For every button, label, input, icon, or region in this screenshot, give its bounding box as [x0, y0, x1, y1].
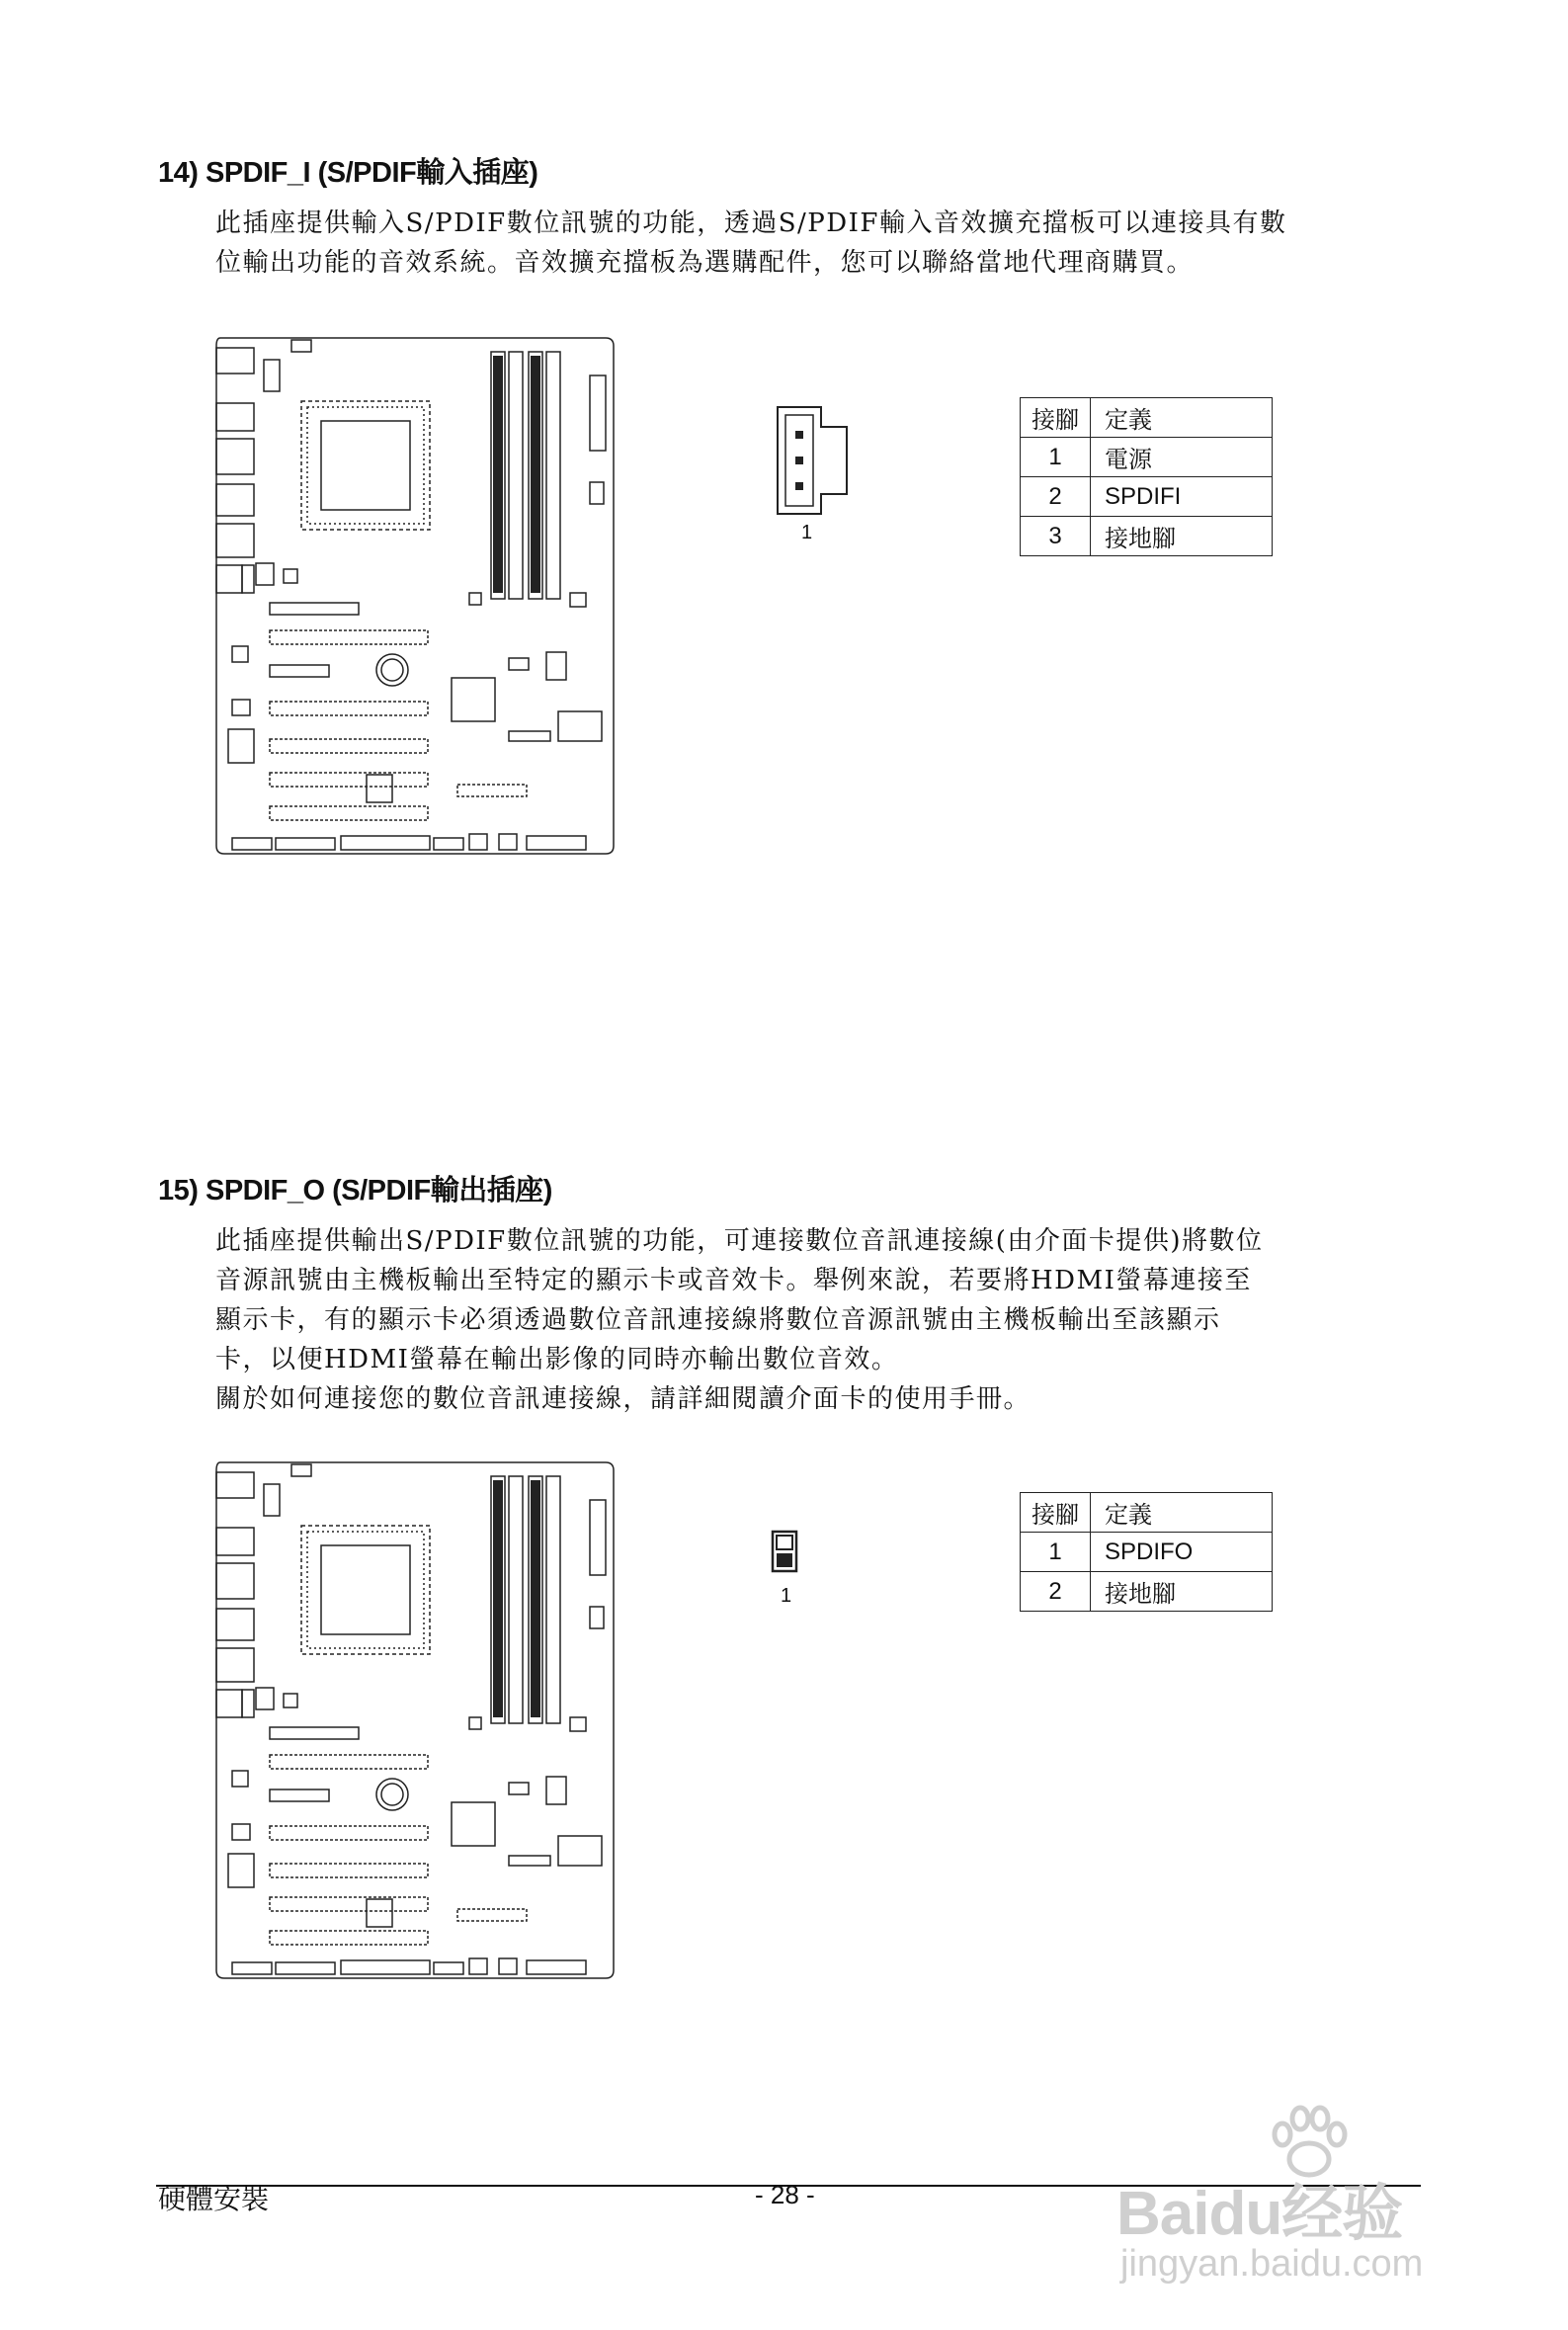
pin-cell: 1	[1021, 1533, 1091, 1572]
header-cell: 定義	[1091, 1493, 1273, 1533]
paragraph-line: 此插座提供輸入S/PDIF數位訊號的功能，透過S/PDIF輸入音效擴充擋板可以連接具有數	[215, 208, 1287, 238]
section-14-description	[215, 204, 1286, 283]
spdif-out-connector-icon	[771, 1530, 798, 1573]
pin-1-label: 1	[781, 1585, 792, 1607]
section-14-heading: 14) SPDIF_I (S/PDIF輸入插座)	[158, 157, 538, 189]
header-cell: 定義	[1091, 398, 1273, 438]
paragraph-line: 關於如何連接您的數位音訊連接線，請詳細閱讀介面卡的使用手冊。	[215, 1384, 1032, 1414]
header-cell: 接腳	[1021, 398, 1091, 438]
pin-1-label: 1	[801, 522, 813, 543]
table-header-row	[1021, 398, 1273, 438]
definition-cell: SPDIFO	[1091, 1533, 1273, 1572]
pin-definition-table	[1020, 1492, 1273, 1612]
table-row	[1021, 438, 1273, 477]
pin-cell: 1	[1021, 438, 1091, 477]
pin-cell: 2	[1021, 1572, 1091, 1612]
pin-definition-table	[1020, 397, 1273, 556]
paragraph-line: 此插座提供輸出S/PDIF數位訊號的功能，可連接數位音訊連接線(由介面卡提供)將數位	[215, 1226, 1264, 1256]
pin-cell: 2	[1021, 477, 1091, 517]
watermark-brand: Baidu经验	[1116, 2180, 1403, 2248]
table-row	[1021, 1533, 1273, 1572]
motherboard-diagram	[212, 1458, 619, 1982]
section-15-description	[215, 1221, 1264, 1419]
header-cell: 接腳	[1021, 1493, 1091, 1533]
table-row	[1021, 477, 1273, 517]
definition-cell: 接地腳	[1091, 517, 1273, 556]
definition-cell: SPDIFI	[1091, 477, 1273, 517]
paragraph-line: 位輸出功能的音效系統。音效擴充擋板為選購配件，您可以聯絡當地代理商購買。	[215, 248, 1195, 278]
paragraph-line: 顯示卡，有的顯示卡必須透過數位音訊連接線將數位音源訊號由主機板輸出至該顯示	[215, 1305, 1221, 1335]
paragraph-line: 音源訊號由主機板輸出至特定的顯示卡或音效卡。舉例來說，若要將HDMI螢幕連接至	[215, 1266, 1252, 1295]
motherboard-diagram	[212, 334, 619, 858]
section-15-heading: 15) SPDIF_O (S/PDIF輸出插座)	[158, 1175, 552, 1207]
pin-cell: 3	[1021, 517, 1091, 556]
definition-cell: 接地腳	[1091, 1572, 1273, 1612]
page-number: - 28 -	[755, 2180, 815, 2209]
table-row	[1021, 517, 1273, 556]
baidu-watermark	[1116, 2105, 1492, 2302]
footer-section-title: 硬體安裝	[158, 2183, 270, 2215]
table-header-row	[1021, 1493, 1273, 1533]
spdif-in-connector-icon	[776, 405, 851, 516]
definition-cell: 電源	[1091, 438, 1273, 477]
table-row	[1021, 1572, 1273, 1612]
watermark-url: jingyan.baidu.com	[1120, 2243, 1424, 2285]
paragraph-line: 卡，以便HDMI螢幕在輸出影像的同時亦輸出數位音效。	[215, 1345, 899, 1374]
